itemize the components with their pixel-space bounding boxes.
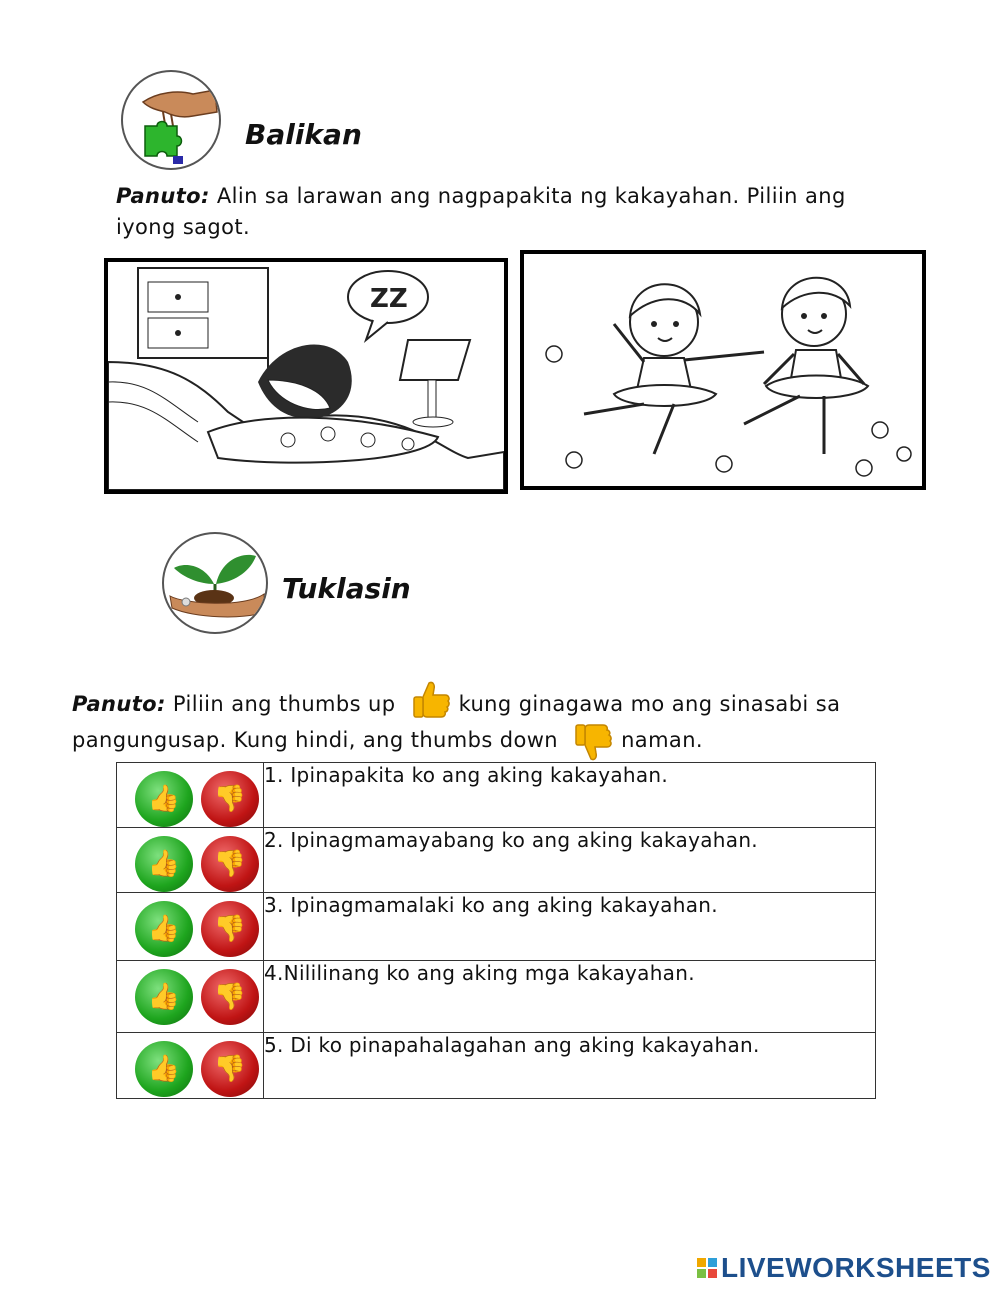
- thumbs-down-icon: 👎: [213, 784, 247, 814]
- thumbs-down-button[interactable]: [201, 969, 259, 1025]
- dancing-ballerinas-picture[interactable]: [520, 250, 926, 490]
- thumbs-up-icon: 👍: [147, 1054, 181, 1084]
- sleeping-child-picture[interactable]: [104, 258, 508, 494]
- instruction-label: Panuto:: [116, 184, 210, 208]
- statement-text: 5. Di ko pinapahalagahan ang aking kakayahan.: [264, 1033, 876, 1099]
- thumbs-down-button[interactable]: [201, 1041, 259, 1097]
- statement-text: 1. Ipinapakita ko ang aking kakayahan.: [264, 763, 876, 828]
- instruction-text-2: kung ginagawa mo ang sinasabi sa pangungusap. Kung hindi, ang thumbs down: [72, 692, 841, 752]
- thumbs-down-emoji-icon: [565, 721, 621, 765]
- thumbs-up-button[interactable]: [135, 901, 193, 957]
- balikan-title: Balikan: [245, 118, 362, 151]
- live-blocks-icon: [697, 1258, 717, 1278]
- thumbs-up-button[interactable]: [135, 969, 193, 1025]
- thumbs-up-icon: 👍: [147, 849, 181, 879]
- table-row: [117, 1033, 876, 1099]
- thumbs-down-button[interactable]: [201, 771, 259, 827]
- table-row: [117, 961, 876, 1033]
- svg-text:ZZ: ZZ: [370, 284, 408, 314]
- tuklasin-title: Tuklasin: [282, 572, 411, 605]
- table-row: [117, 763, 876, 828]
- tuklasin-instruction: [72, 677, 892, 765]
- liveworksheets-logo[interactable]: [697, 1252, 991, 1284]
- thumbs-down-icon: 👎: [213, 982, 247, 1012]
- thumbs-up-button[interactable]: [135, 836, 193, 892]
- statement-text: 2. Ipinagmamayabang ko ang aking kakayahan.: [264, 828, 876, 893]
- seedling-hand-icon: [162, 532, 268, 634]
- thumbs-down-icon: 👎: [213, 914, 247, 944]
- thumbs-down-icon: 👎: [213, 1054, 247, 1084]
- thumbs-up-icon: 👍: [147, 914, 181, 944]
- statement-text: 4.Nililinang ko ang aking mga kakayahan.: [264, 961, 876, 1033]
- thumbs-up-button[interactable]: [135, 1041, 193, 1097]
- brand-name: LIVEWORKSHEETS: [721, 1252, 991, 1283]
- table-row: [117, 828, 876, 893]
- balikan-instruction: [116, 181, 876, 243]
- table-row: [117, 893, 876, 961]
- thumbs-down-button[interactable]: [201, 836, 259, 892]
- puzzle-hand-icon: [121, 70, 221, 170]
- thumbs-down-icon: 👎: [213, 849, 247, 879]
- instruction-text-1: Piliin ang thumbs up: [165, 692, 396, 716]
- statements-table: [116, 762, 876, 1099]
- thumbs-up-emoji-icon: [403, 677, 459, 721]
- instruction-label: Panuto:: [72, 692, 166, 716]
- thumbs-down-button[interactable]: [201, 901, 259, 957]
- instruction-text-3: naman.: [621, 728, 703, 752]
- thumbs-up-button[interactable]: [135, 771, 193, 827]
- instruction-text: Alin sa larawan ang nagpapakita ng kakayahan. Piliin ang iyong sagot.: [116, 184, 846, 239]
- thumbs-up-icon: 👍: [147, 982, 181, 1012]
- statement-text: 3. Ipinagmamalaki ko ang aking kakayahan.: [264, 893, 876, 961]
- thumbs-up-icon: 👍: [147, 784, 181, 814]
